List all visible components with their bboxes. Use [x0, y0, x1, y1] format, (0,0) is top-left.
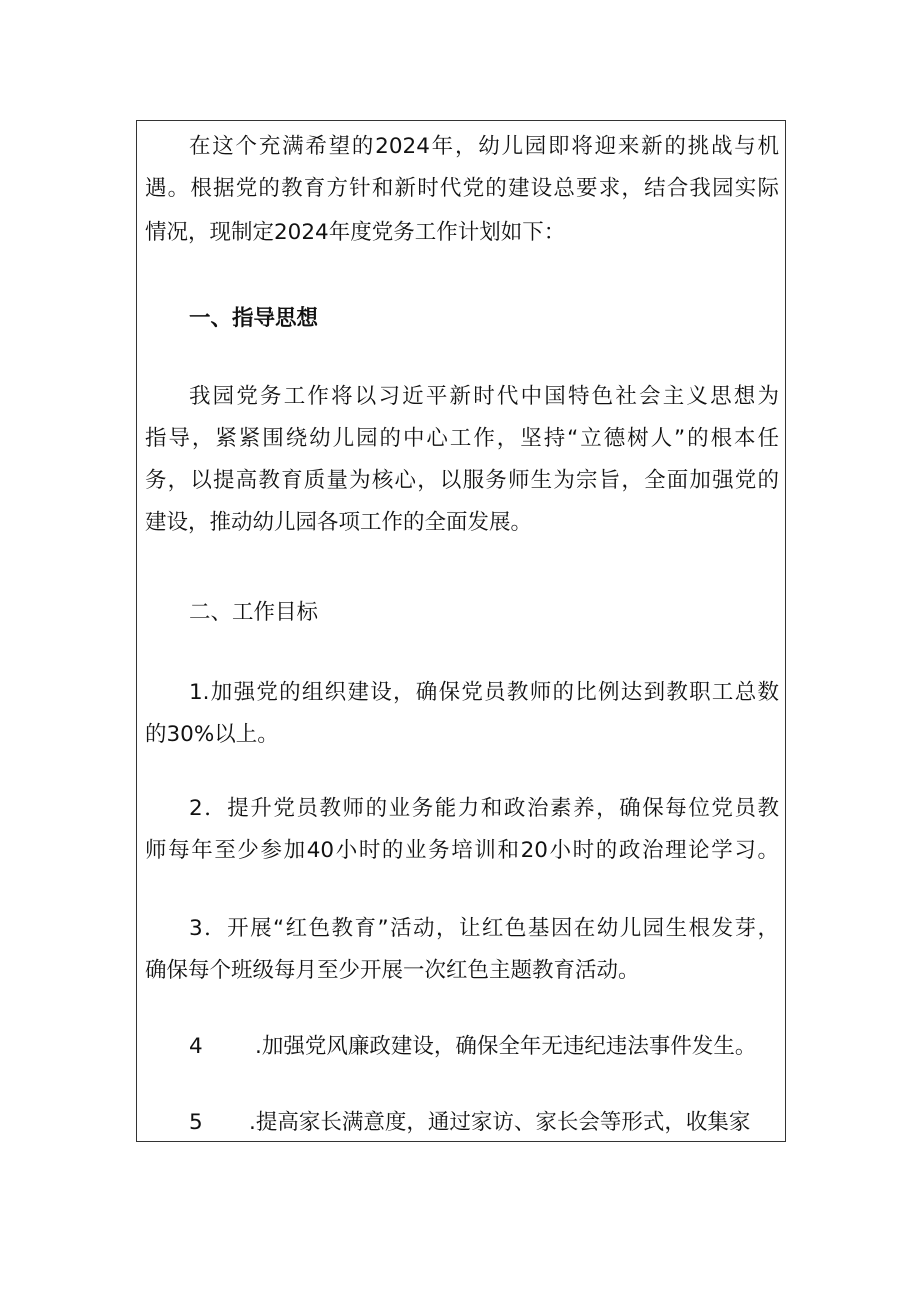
document-page	[136, 120, 786, 1142]
intro-line-1: 在这个充满希望的2024年，幼儿园即将迎来新的挑战与机	[189, 134, 779, 159]
section1-line-4: 建设，推动幼儿园各项工作的全面发展。	[145, 510, 533, 535]
section1-line-2: 指导，紧紧围绕幼儿园的中心工作，坚持“立德树人”的根本任	[145, 426, 779, 451]
goal-3-line-1: 3．开展“红色教育”活动，让红色基因在幼儿园生根发芽，	[189, 916, 779, 941]
goal-5-number: 5	[189, 1110, 203, 1135]
goal-4-number: 4	[189, 1034, 203, 1059]
section-heading-guiding-ideology: 一、指导思想	[189, 306, 319, 331]
goal-1-line-2: 的30%以上。	[145, 722, 279, 747]
goal-5-line	[189, 1107, 779, 1139]
goal-2-line-2: 师每年至少参加40小时的业务培训和20小时的政治理论学习。	[145, 838, 779, 863]
section1-line-3: 务，以提高教育质量为核心，以服务师生为宗旨，全面加强党的	[145, 468, 779, 493]
goal-3-line-2: 确保每个班级每月至少开展一次红色主题教育活动。	[145, 958, 640, 983]
goal-5-text: .提高家长满意度，通过家访、家长会等形式，收集家	[249, 1110, 751, 1135]
goal-4-text: .加强党风廉政建设，确保全年无违纪违法事件发生。	[255, 1034, 757, 1059]
section1-line-1: 我园党务工作将以习近平新时代中国特色社会主义思想为	[189, 384, 779, 409]
intro-line-3: 情况，现制定2024年度党务工作计划如下：	[145, 220, 566, 245]
section-heading-work-goals: 二、工作目标	[189, 600, 319, 625]
goal-1-line-1: 1.加强党的组织建设，确保党员教师的比例达到教职工总数	[189, 680, 779, 705]
goal-2-line-1: 2．提升党员教师的业务能力和政治素养，确保每位党员教	[189, 796, 779, 821]
intro-line-2: 遇。根据党的教育方针和新时代党的建设总要求，结合我园实际	[145, 176, 779, 201]
goal-4-line	[189, 1031, 779, 1063]
